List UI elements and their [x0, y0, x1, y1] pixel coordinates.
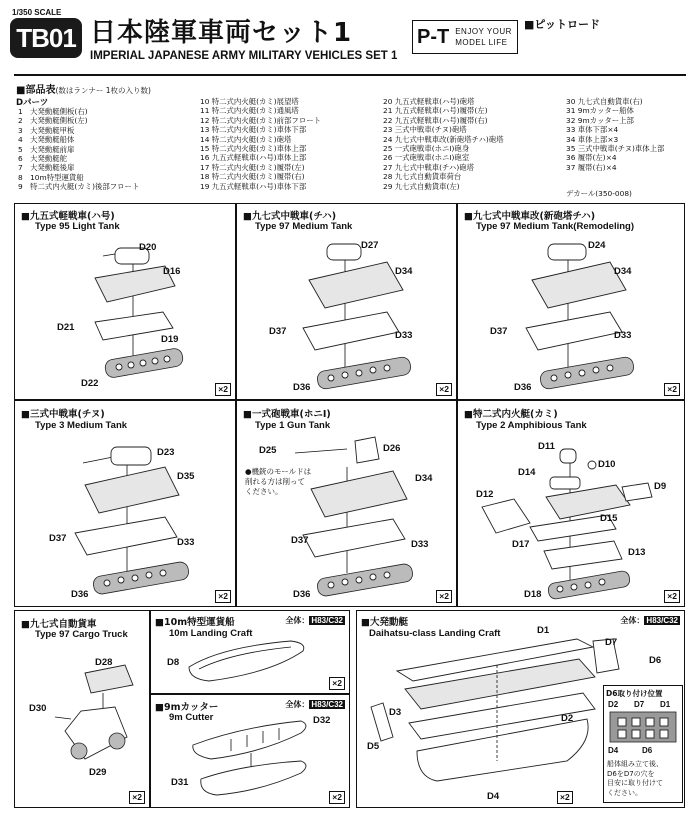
paint-spec: 全体： H83/C32 [285, 700, 343, 709]
parts-item: 18 特二式内火艇(カミ)履帯(右) [200, 172, 305, 182]
paint-code-tag: H83/C32 [311, 700, 343, 709]
panel-ha-go [14, 203, 236, 400]
parts-item: 37 履帯(右)×4 [566, 162, 617, 172]
parts-item: 16 九五式軽戦車(ハ号)車体上部 [200, 153, 307, 163]
parts-item: 34 車体上部×3 [566, 134, 619, 144]
parts-item: 19 九五式軽戦車(ハ号)車体下部 [200, 181, 307, 191]
part-label: D15 [600, 513, 618, 524]
part-label: D21 [57, 322, 75, 333]
panel-title-en: Type 97 Medium Tank(Remodeling) [476, 221, 635, 232]
parts-item: 6 大発動艇舵 [18, 154, 68, 164]
panel-title-en: 10m Landing Craft [169, 628, 253, 639]
page-title-jp: 日本陸軍車両セット1 [90, 18, 353, 48]
panel-title-jp: ■大発動艇 [361, 617, 408, 628]
parts-item: 28 九七式自動貨車荷台 [383, 172, 462, 182]
shinhoto-diagram [458, 204, 686, 401]
panel-title-en: Type 1 Gun Tank [255, 420, 331, 431]
part-label: D17 [512, 539, 530, 550]
paint-code-tag: H83/C32 [311, 616, 343, 625]
part-label: D9 [654, 481, 667, 492]
page-title-en: IMPERIAL JAPANESE ARMY MILITARY VEHICLES SET 1 [90, 50, 398, 62]
parts-item: 9 特二式内火艇(カミ)後部フロート [18, 182, 140, 192]
part-label: D34 [395, 266, 413, 277]
parts-item: 33 車体下部×4 [566, 125, 619, 135]
parts-item: 24 九七式中戦車改(新砲塔チハ)砲塔 [383, 134, 504, 144]
parts-column-4 [566, 97, 664, 172]
parts-item: 27 九七式中戦車(チハ)砲塔 [383, 162, 474, 172]
part-label: D20 [139, 242, 157, 253]
part-label: D3 [389, 707, 402, 718]
part-label: D8 [167, 657, 180, 668]
parts-item: 13 特二式内火艇(カミ)車体下部 [200, 125, 307, 135]
parts-item: 29 九七式自動貨車(左) [383, 181, 460, 191]
part-label: D22 [81, 378, 99, 389]
logo-line1: ENJOY YOUR [455, 27, 512, 36]
part-label: D32 [313, 715, 331, 726]
panel-title-en: Type 97 Cargo Truck [35, 629, 128, 640]
parts-item: 23 三式中戦車(チヌ)砲塔 [383, 125, 467, 135]
parts-item: 14 特二式内火艇(カミ)砲塔 [200, 134, 292, 144]
paint-code-tag: H83/C32 [646, 616, 678, 625]
parts-item: 11 特二式内火艇(カミ)通風塔 [200, 106, 299, 116]
panel-title-en: Type 97 Medium Tank [255, 221, 353, 232]
part-label: D34 [614, 266, 632, 277]
panel-title-en: 9m Cutter [169, 712, 214, 723]
panel-title-en: Daihatsu-class Landing Craft [369, 628, 501, 639]
part-label: D7 [605, 637, 618, 648]
parts-item: 25 一式砲戦車(ホニI)砲身 [383, 144, 470, 154]
panel-title-en: Type 3 Medium Tank [35, 420, 128, 431]
part-label: D11 [538, 441, 555, 452]
ho-ni-diagram [237, 401, 458, 608]
part-label: D36 [71, 589, 89, 600]
chi-nu-diagram [15, 401, 237, 608]
parts-list-note: (数はランナー 1枚の入り数) [55, 86, 151, 95]
part-label: D36 [293, 382, 311, 393]
parts-item: 20 九五式軽戦車(ハ号)砲塔 [383, 97, 475, 106]
part-label: D18 [524, 589, 542, 600]
parts-item: 2 大発動艇側板(左) [18, 116, 88, 126]
logo-line2: MODEL LIFE [455, 38, 508, 47]
part-label: D12 [476, 489, 494, 500]
panel-chi-ha [236, 203, 457, 400]
part-label: D33 [395, 330, 413, 341]
header-divider [14, 74, 686, 76]
parts-subtitle: Dパーツ [16, 98, 49, 108]
brand-logo [412, 20, 518, 54]
parts-item: 31 9mカッター船体 [566, 106, 634, 116]
parts-item: 4 大発動艇船体 [18, 135, 75, 145]
quantity-badge: ×2 [329, 791, 345, 804]
mold-note: ●機銃のモールドは 削れる方は削って ください。 [245, 467, 312, 496]
parts-column-1 [18, 107, 139, 192]
parts-item: 8 10m特型運貨船 [18, 172, 84, 182]
panel-title-en: Type 95 Light Tank [35, 221, 120, 232]
parts-item: 21 九五式軽戦車(ハ号)履帯(左) [383, 106, 488, 116]
part-label: D31 [171, 777, 189, 788]
kit-code-badge: TB01 [10, 18, 82, 58]
part-label: D14 [518, 467, 536, 478]
parts-item: 36 履帯(左)×4 [566, 153, 617, 163]
part-label: D23 [157, 447, 175, 458]
logo-mark: P-T [417, 25, 450, 48]
part-label: D4 [487, 791, 500, 802]
inset-label: D6 [642, 746, 653, 755]
part-label: D33 [177, 537, 195, 548]
parts-item: 17 特二式内火艇(カミ)履帯(左) [200, 162, 305, 172]
part-label: D27 [361, 240, 379, 251]
panel-9m-cutter [150, 694, 350, 808]
quantity-badge: ×2 [436, 590, 452, 603]
quantity-badge: ×2 [664, 590, 680, 603]
quantity-badge: ×2 [436, 383, 452, 396]
landing-craft-diagram [151, 611, 351, 695]
panel-title-jp: ■九五式軽戦車(ハ号) [21, 211, 115, 222]
parts-list-title: ■部品表(数はランナー 1枚の入り数) [16, 85, 151, 96]
inset-label: D1 [660, 700, 671, 709]
panel-title-jp: ■9mカッター [155, 702, 219, 713]
part-label: D37 [49, 533, 67, 544]
quantity-badge: ×2 [129, 791, 145, 804]
parts-item: 1 大発動艇側板(右) [18, 107, 88, 116]
panel-title-jp: ■10m特型運貨船 [155, 617, 235, 628]
parts-item: 10 特二式内火艇(カミ)展望塔 [200, 97, 299, 106]
parts-column-3 [383, 97, 504, 191]
inset-note: 船体組み立て後、 D6をD7の穴を 目安に取り付けて ください。 [607, 760, 663, 797]
part-label: D29 [89, 767, 107, 778]
quantity-badge: ×2 [215, 590, 231, 603]
parts-item: 32 9mカッター上部 [566, 115, 634, 125]
parts-item: 3 大発動艇甲板 [18, 125, 75, 135]
inset-title: D6取り付け位置 [606, 689, 663, 698]
part-label: D36 [293, 589, 311, 600]
panel-title-en: Type 2 Amphibious Tank [476, 420, 587, 431]
quantity-badge: ×2 [664, 383, 680, 396]
panel-shinhoto-chi-ha [457, 203, 685, 400]
part-label: D24 [588, 240, 606, 251]
quantity-badge: ×2 [215, 383, 231, 396]
panel-chi-nu [14, 400, 236, 607]
panel-title-jp: ■九七式中戦車(チハ) [243, 211, 337, 222]
inset-label: D4 [608, 746, 619, 755]
parts-item: 22 九五式軽戦車(ハ号)履帯(右) [383, 115, 488, 125]
part-label: D25 [259, 445, 277, 456]
part-label: D26 [383, 443, 401, 454]
panel-title-jp: ■一式砲戦車(ホニI) [243, 409, 331, 420]
quantity-badge: ×2 [557, 791, 573, 804]
panel-ho-ni [236, 400, 457, 607]
parts-item: 12 特二式内火艇(カミ)前部フロート [200, 115, 321, 125]
part-label: D6 [649, 655, 662, 666]
part-label: D19 [161, 334, 179, 345]
parts-item: 7 大発動艇後扉 [18, 163, 75, 173]
cutter-diagram [151, 695, 351, 809]
panel-title-jp: ■九七式中戦車改(新砲塔チハ) [464, 211, 596, 222]
parts-item: 30 九七式自動貨車(右) [566, 97, 643, 106]
part-label: D1 [537, 625, 550, 636]
parts-item: 5 大発動艇前扉 [18, 144, 75, 154]
part-label: D13 [628, 547, 646, 558]
quantity-badge: ×2 [329, 677, 345, 690]
part-label: D28 [95, 657, 113, 668]
paint-spec: 全体： H83/C32 [620, 616, 678, 625]
panel-title-jp: ■三式中戦車(チヌ) [21, 409, 105, 420]
panel-title-jp: ■特二式内火艇(カミ) [464, 409, 558, 420]
part-label: D10 [598, 459, 616, 470]
parts-item: 26 一式砲戦車(ホニI)砲室 [383, 153, 470, 163]
panel-title-jp: ■九七式自動貨車 [21, 619, 97, 630]
part-label: D37 [269, 326, 287, 337]
part-label: D36 [514, 382, 532, 393]
inset-label: D2 [608, 700, 619, 709]
scale-label: 1/350 SCALE [12, 8, 62, 17]
panel-cargo-truck [14, 610, 150, 808]
part-label: D33 [411, 539, 429, 550]
part-label: D33 [614, 330, 632, 341]
part-label: D37 [490, 326, 508, 337]
panel-10m-landing-craft [150, 610, 350, 694]
chi-ha-diagram [237, 204, 458, 401]
part-label: D35 [177, 471, 195, 482]
ha-go-diagram [15, 204, 237, 401]
parts-item: 35 三式中戦車(チヌ)車体上部 [566, 144, 665, 154]
brand-name: ■ピットロード [524, 18, 600, 31]
paint-spec: 全体： H83/C32 [285, 616, 343, 625]
part-label: D2 [561, 713, 574, 724]
parts-column-2 [200, 97, 321, 191]
panel-ka-mi [457, 400, 685, 607]
panel-daihatsu [356, 610, 685, 808]
part-label: D16 [163, 266, 181, 277]
part-label: D30 [29, 703, 47, 714]
parts-item: 15 特二式内火艇(カミ)車体上部 [200, 144, 307, 154]
part-label: D37 [291, 535, 309, 546]
ka-mi-diagram [458, 401, 686, 608]
d6-position-inset [603, 685, 683, 803]
decal-item: デカール(350-008) [566, 189, 632, 198]
part-label: D34 [415, 473, 433, 484]
part-label: D5 [367, 741, 380, 752]
inset-label: D7 [634, 700, 645, 709]
